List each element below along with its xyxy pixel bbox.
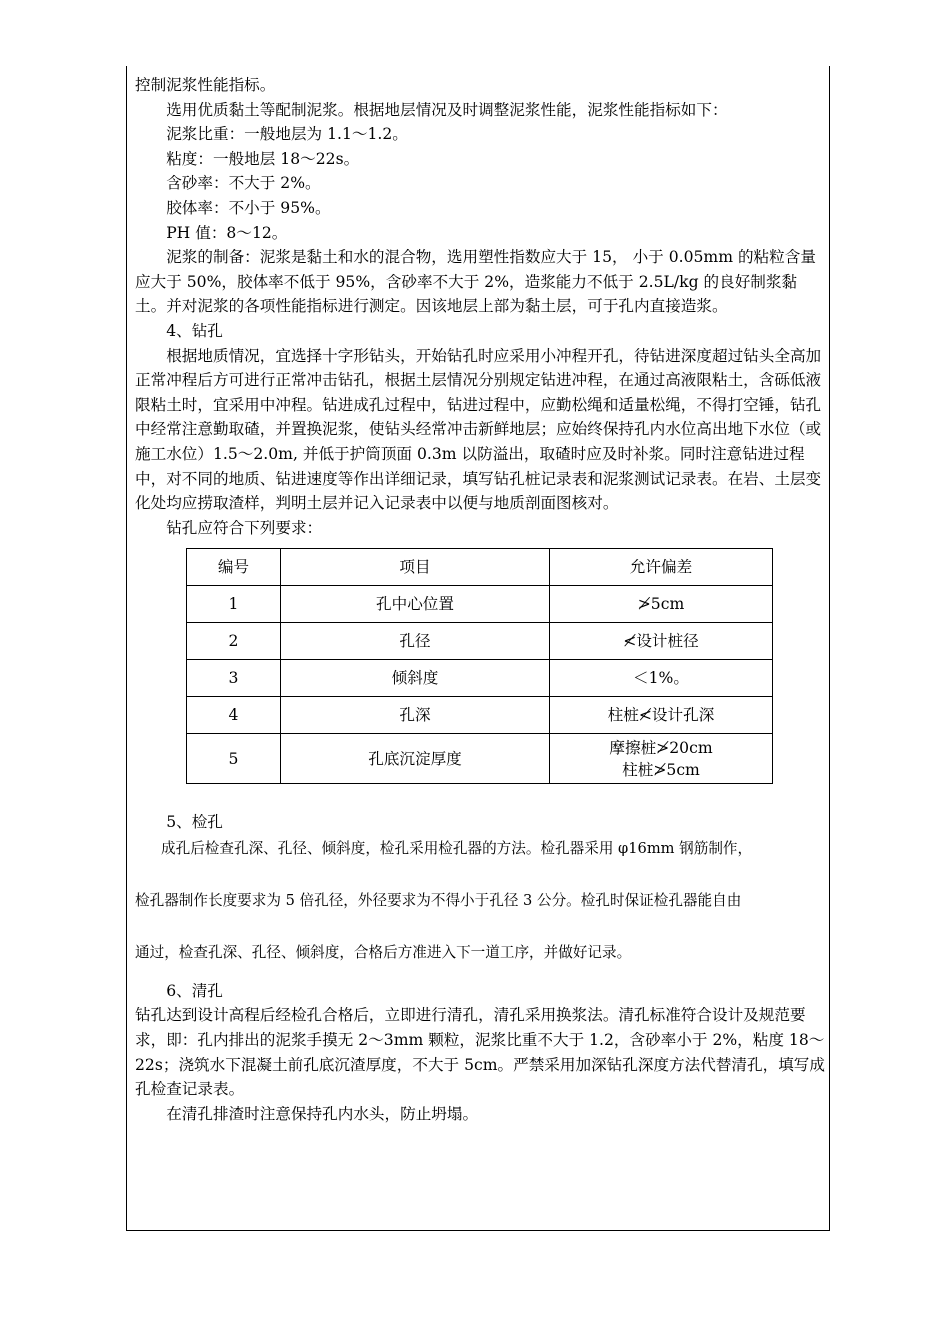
table-cell: 孔底沉淀厚度 [281,734,550,784]
table-header-cell: 项目 [281,549,550,586]
paragraph: 粘度：一般地层 18～22s。 [166,149,360,168]
paragraph-line: 检孔器制作长度要求为 5 倍孔径，外径要求为不得小于孔径 3 公分。检孔时保证检孔器能自由 [135,891,742,909]
paragraph: 控制泥浆性能指标。 [135,76,276,94]
table-cell: ＜1%。 [550,660,773,697]
paragraph: 在清孔排渣时注意保持孔内水头，防止坍塌。 [166,1104,479,1123]
table-cell: 倾斜度 [281,660,550,697]
table-cell: ≯5cm [550,586,773,623]
table-cell: 1 [187,586,281,623]
table-cell: 孔深 [281,697,550,734]
table-row [187,623,773,660]
paragraph: 钻孔达到设计高程后经检孔合格后，立即进行清孔，清孔采用换浆法。清孔标准符合设计及规范要求，即：孔内排出的泥浆手摸无 2～3mm 颗粒，泥浆比重不大于 1.2，含砂率小于 2%，粘度 18～22s；浇筑水下混凝土前孔底沉渣厚度，不大于 5cm。严禁采用加深钻孔深度方法代替清孔，填写成孔检查记录表。 [135,1006,825,1099]
paragraph: 胶体率：不小于 95%。 [166,198,331,217]
table-cell: ≮设计桩径 [550,623,773,660]
paragraph: 含砂率：不大于 2%。 [166,174,321,193]
table-cell: 柱桩≮设计孔深 [550,697,773,734]
table-cell: 2 [187,623,281,660]
paragraph: 泥浆比重：一般地层为 1.1～1.2。 [166,125,408,144]
paragraph: PH 值：8～12。 [166,223,288,242]
paragraph: 选用优质黏土等配制泥浆。根据地层情况及时调整泥浆性能，泥浆性能指标如下： [166,100,728,119]
table-cell: 孔径 [281,623,550,660]
table-row [187,586,773,623]
table-cell [550,734,773,784]
table-header-cell: 编号 [187,549,281,586]
section-heading: 5、检孔 [166,813,223,832]
table-header-cell: 允许偏差 [550,549,773,586]
table-cell: 4 [187,697,281,734]
table-row [187,697,773,734]
table-row [187,734,773,784]
drilling-requirements-table [186,548,773,784]
table-cell-line: 柱桩≯5cm [622,760,700,779]
document-body [135,73,825,1126]
table-header-row [187,549,773,586]
paragraph: 根据地质情况，宜选择十字形钻头，开始钻孔时应采用小冲程开孔，待钻进深度超过钻头全高加正常冲程后方可进行正常冲击钻孔，根据土层情况分别规定钻进冲程，在通过高液限粘土，含砾低液限粘土时，宜采用中冲程。钻进成孔过程中，钻进过程中，应勤松绳和适量松绳，不得打空锤，钻孔中经常注意勤取碴，并置换泥浆，使钻头经常冲击新鲜地层；应始终保持孔内水位高出地下水位（或施工水位）1.5～2.0m, 并低于护筒顶面 0.3m 以防溢出，取碴时应及时补浆。同时注意钻进过程中，对不同的地质、钻进速度等作出详细记录，填写钻孔桩记录表和泥浆测试记录表。在岩、土层变化处均应捞取渣样，判明土层并记入记录表中以便与地质剖面图核对。 [135,346,822,513]
table-cell-line: 摩擦桩≯20cm [609,738,713,757]
table-row [187,660,773,697]
paragraph-line: 通过，检查孔深、孔径、倾斜度，合格后方准进入下一道工序，并做好记录。 [135,943,632,961]
table-cell: 孔中心位置 [281,586,550,623]
section-heading: 6、清孔 [166,981,223,1000]
table-cell: 5 [187,734,281,784]
table-cell: 3 [187,660,281,697]
paragraph: 钻孔应符合下列要求： [166,518,323,537]
section-heading: 4、钻孔 [166,321,223,340]
paragraph-line: 成孔后检查孔深、孔径、倾斜度，检孔采用检孔器的方法。检孔器采用 φ16mm 钢筋制作， [161,839,753,857]
paragraph: 泥浆的制备：泥浆是黏土和水的混合物，选用塑性指数应大于 15， 小于 0.05mm 的粘粒含量应大于 50%，胶体率不低于 95%，含砂率不大于 2%，造浆能力不低于 2.5L/kg 的良好制浆黏土。并对泥浆的各项性能指标进行测定。因该地层上部为黏土层，可于孔内直接造浆。 [135,248,816,316]
